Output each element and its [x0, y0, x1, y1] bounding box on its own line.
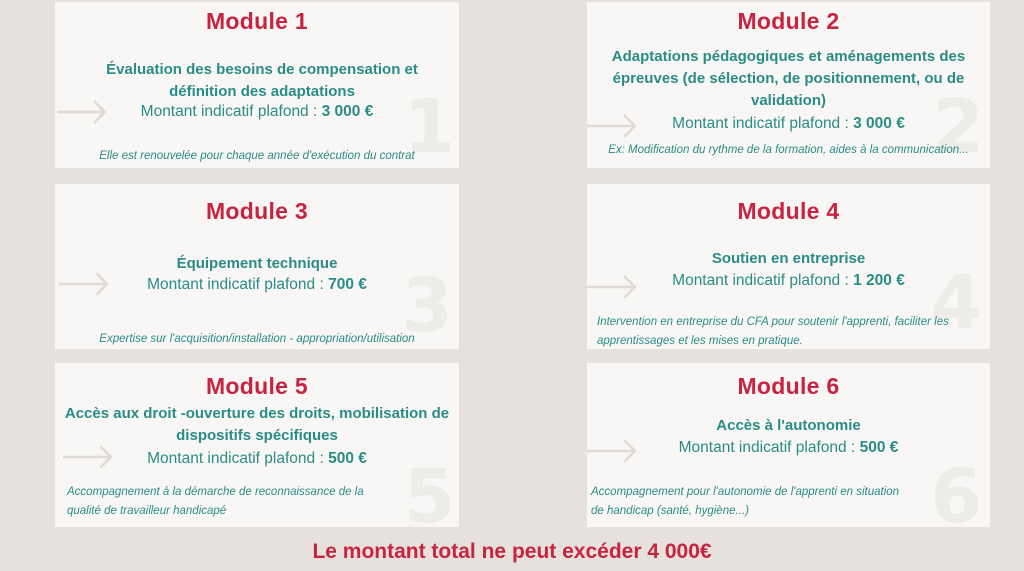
module-amount — [587, 439, 990, 457]
module-description: Équipement technique — [176, 255, 338, 272]
module-card-5 — [55, 363, 459, 527]
module-amount — [587, 272, 990, 290]
module-note: Ex: Modification du rythme de la formation, aides à la communication... — [608, 144, 969, 156]
amount-value: 1 200 € — [853, 272, 905, 289]
module-card-3 — [55, 184, 459, 349]
arrow-right-icon — [587, 438, 639, 464]
module-note: Accompagnement à la démarche de reconnaissance de la qualité de travailleur handicapé — [67, 486, 364, 517]
module-title: Module 4 — [737, 198, 840, 224]
module-title: Module 3 — [205, 198, 309, 224]
module-amount — [587, 115, 990, 133]
arrow-right-icon — [57, 99, 109, 125]
module-number-1: 1 — [403, 84, 455, 168]
module-title: Module 6 — [737, 373, 840, 399]
module-title: Module 5 — [205, 373, 309, 399]
module-card-1 — [55, 2, 459, 168]
amount-value: 500 € — [328, 450, 367, 467]
module-card-4 — [587, 184, 990, 349]
arrow-right-icon — [587, 274, 639, 300]
module-description: Soutien en entreprise — [711, 250, 866, 267]
amount-label: Montant indicatif plafond : — [672, 272, 854, 289]
amount-label: Montant indicatif plafond : — [672, 115, 854, 132]
amount-value: 3 000 € — [321, 103, 374, 120]
module-amount — [55, 103, 459, 121]
module-note: Elle est renouvelée pour chaque année d'exécution du contrat — [99, 150, 415, 162]
module-card-2 — [587, 2, 990, 168]
amount-label: Montant indicatif plafond : — [140, 103, 322, 120]
module-note: Intervention en entreprise du CFA pour soutenir l'apprenti, faciliter les apprentissages et les mises en pratique. — [597, 316, 949, 347]
module-description: Accès aux droit -ouverture des droits, mobilisation de dispositifs spécifiques — [64, 405, 450, 444]
module-description: Adaptations pédagogiques et aménagements des épreuves (de sélection, de positionnement, ou de validation) — [611, 48, 966, 109]
amount-value: 500 € — [859, 439, 899, 456]
module-amount — [55, 450, 459, 468]
amount-value: 700 € — [328, 276, 367, 293]
module-description: Accès à l'autonomie — [716, 417, 861, 434]
arrow-right-icon — [587, 113, 639, 139]
module-card-6 — [587, 363, 990, 527]
footer-total-limit: Le montant total ne peut excéder 4 000€ — [312, 540, 712, 563]
module-description: Évaluation des besoins de compensation et définition des adaptations — [106, 61, 418, 100]
arrow-right-icon — [59, 271, 111, 297]
module-number-2: 2 — [932, 84, 984, 168]
module-number-6: 6 — [930, 454, 982, 527]
arrow-right-icon — [63, 444, 115, 470]
amount-label: Montant indicatif plafond : — [678, 439, 860, 456]
module-note: Expertise sur l'acquisition/installation - appropriation/utilisation — [99, 333, 415, 345]
amount-label: Montant indicatif plafond : — [147, 450, 329, 467]
module-number-5: 5 — [403, 454, 455, 527]
module-amount — [55, 276, 459, 294]
amount-value: 3 000 € — [853, 115, 905, 132]
module-number-4: 4 — [930, 260, 982, 346]
module-title: Module 1 — [205, 8, 309, 34]
amount-label: Montant indicatif plafond : — [147, 276, 329, 293]
module-number-3: 3 — [401, 263, 453, 349]
module-title: Module 2 — [737, 8, 840, 34]
module-note: Accompagnement pour l'autonomie de l'apprenti en situation de handicap (santé, hygiène...) — [591, 486, 900, 517]
